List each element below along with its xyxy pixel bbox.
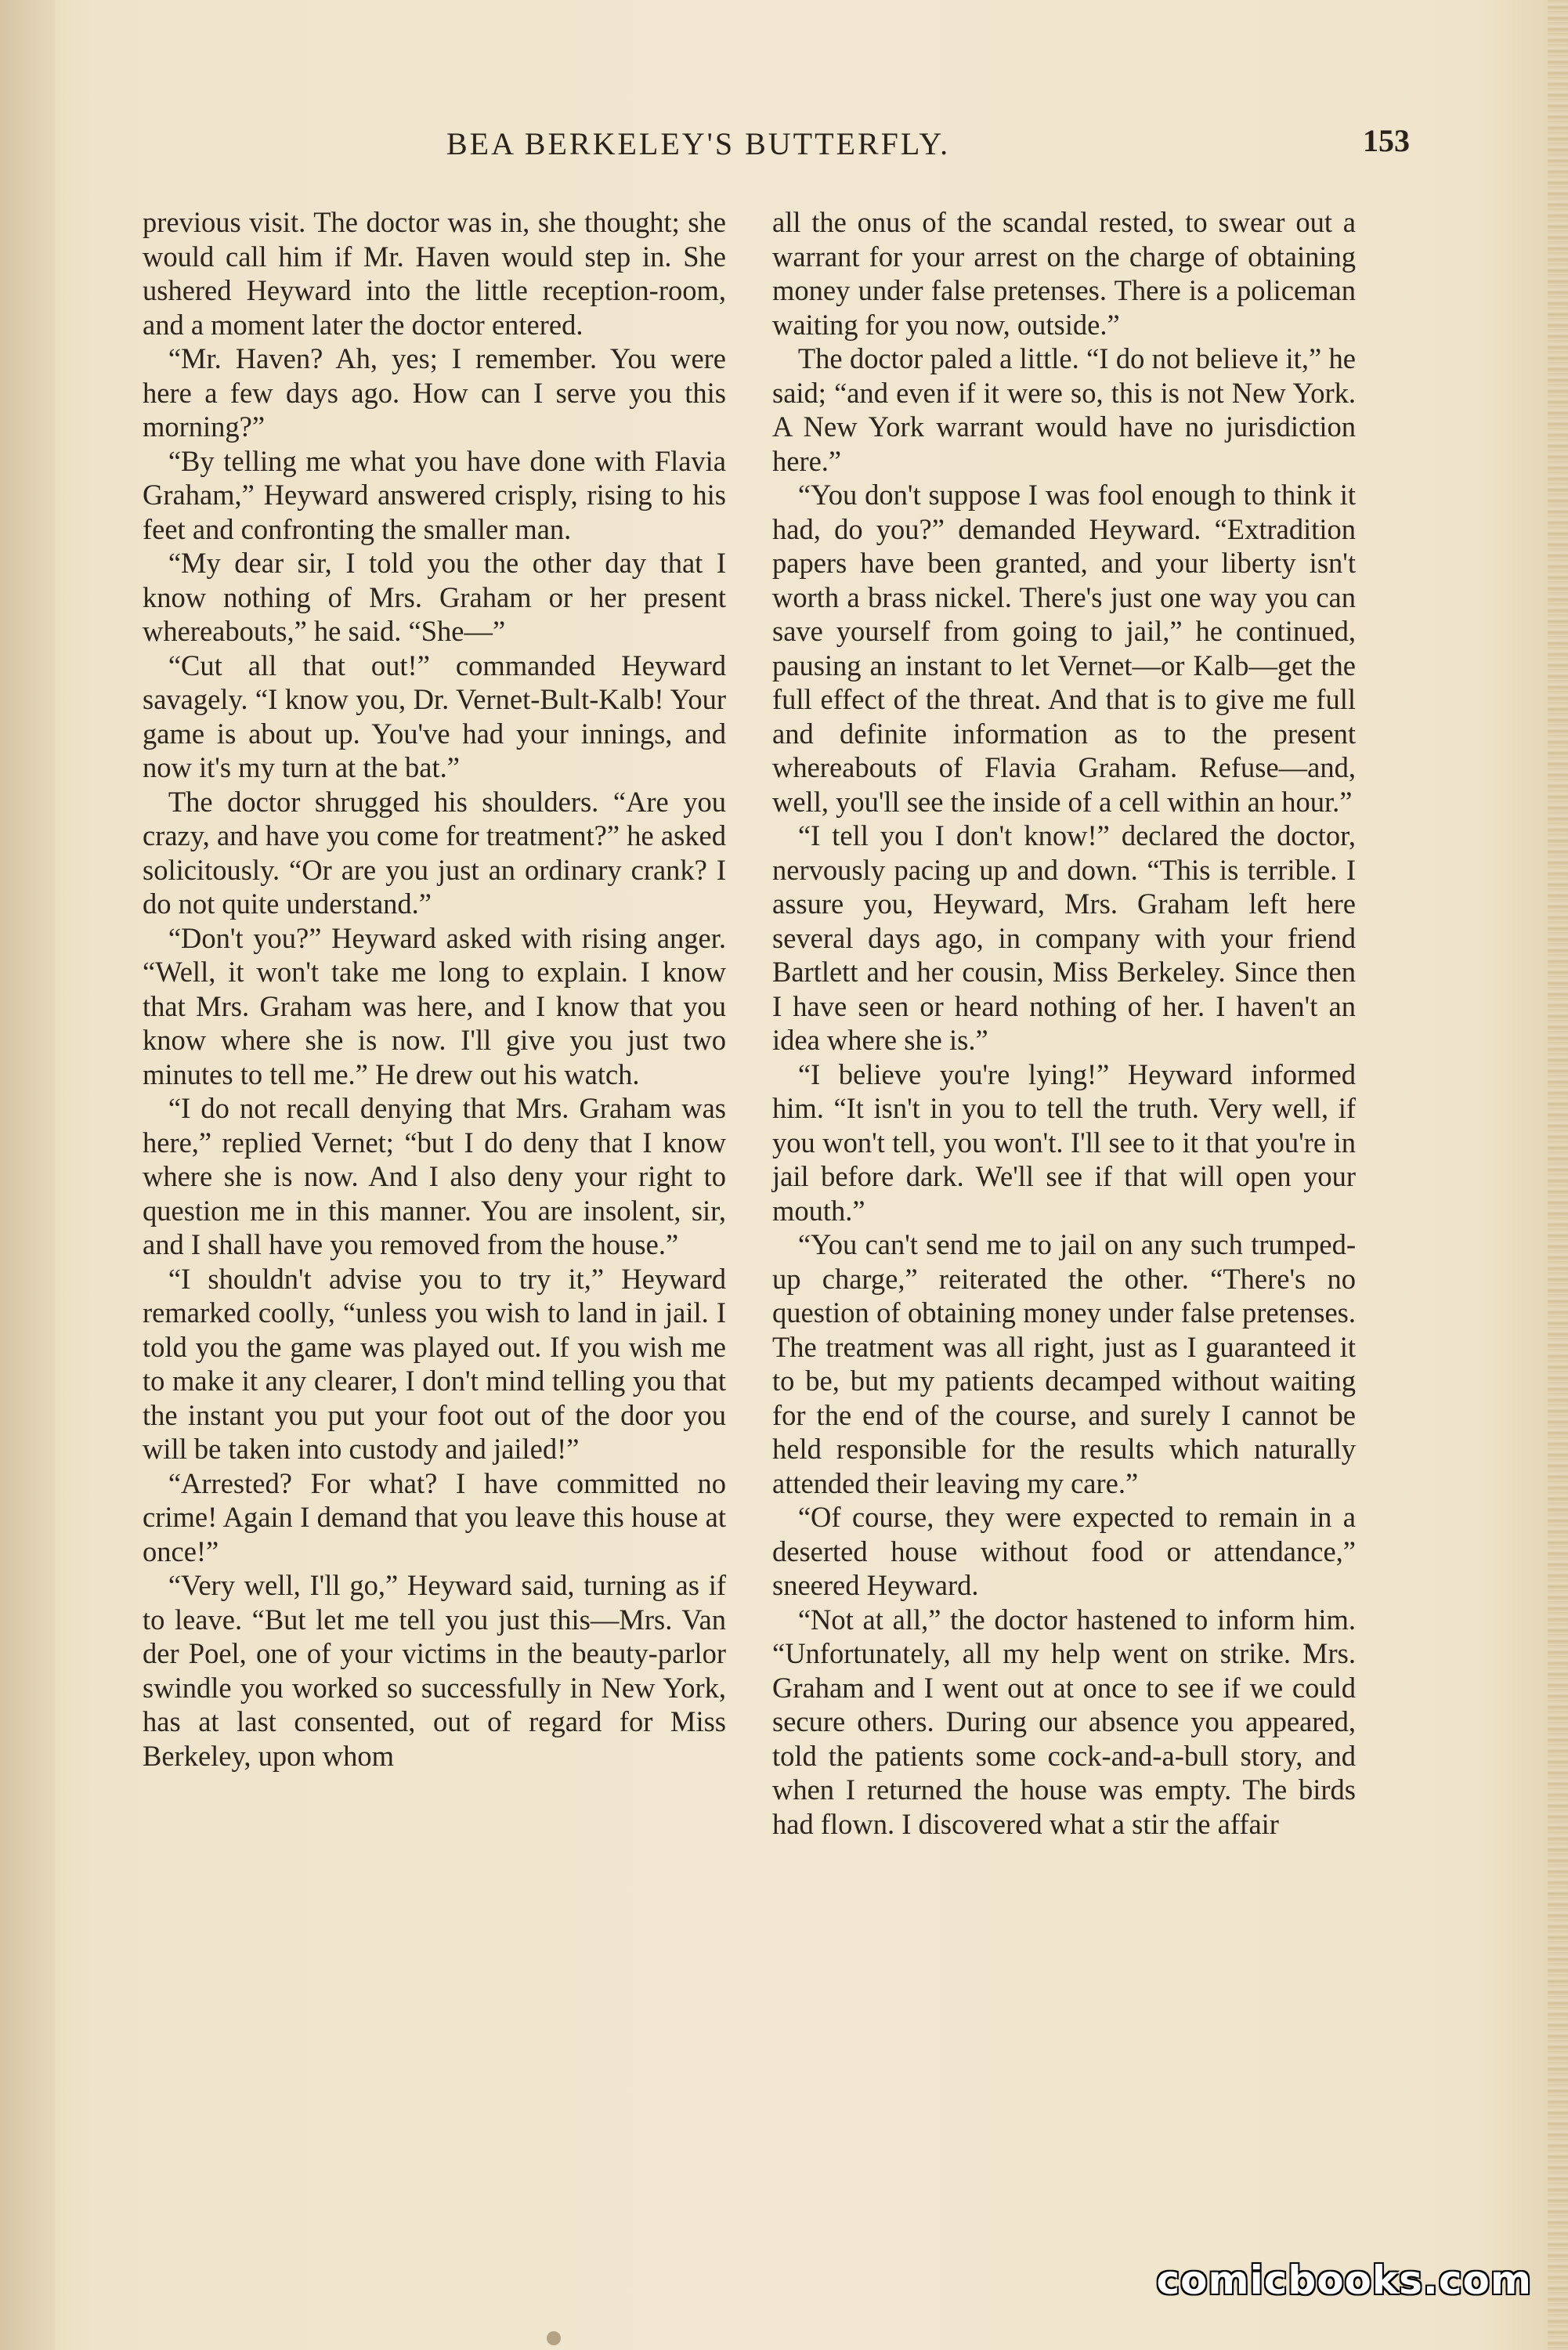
paragraph: “I shouldn't advise you to try it,” Heyward remarked coolly, “unless you wish to land in jail. I told you the game was played out. If you wish me to make it any clearer, I don't mind telling you that the instant you put your foot out of the door you will be taken into custody and jailed!”	[143, 1262, 726, 1465]
page-edge	[1548, 0, 1568, 2350]
page-gutter-shadow	[0, 0, 55, 2350]
paragraph: “You don't suppose I was fool enough to think it had, do you?” demanded Heyward. “Extradition papers have been granted, and your liberty isn't worth a brass nickel. There's just one way you can save yourself from going to jail,” he continued, pausing an instant to let Vernet—or Kalb—get the full effect of the threat. And that is to give me full and definite information as to the present whereabouts of Flavia Graham. Refuse—and, well, you'll see the inside of a cell within an hour.”	[772, 479, 1356, 818]
footer-ornament	[547, 2331, 561, 2345]
paragraph: “Of course, they were expected to remain in a deserted house without food or attendance,” sneered Heyward.	[772, 1501, 1356, 1601]
running-title: BEA BERKELEY'S BUTTERFLY.	[446, 126, 951, 161]
paragraph: “Arrested? For what? I have committed no crime! Again I demand that you leave this house at once!”	[143, 1466, 726, 1567]
paragraph: The doctor paled a little. “I do not believe it,” he said; “and even if it were so, this is not New York. A New York warrant would have no jurisdiction here.”	[772, 342, 1356, 477]
paragraph: all the onus of the scandal rested, to swear out a warrant for your arrest on the charge of obtaining money under false pretenses. There is a policeman waiting for you now, outside.”	[772, 206, 1356, 341]
page-number: 153	[1363, 123, 1410, 158]
paragraph: “Mr. Haven? Ah, yes; I remember. You were here a few days ago. How can I serve you this morning?”	[143, 342, 726, 443]
paragraph: “Don't you?” Heyward asked with rising anger. “Well, it won't take me long to explain. I know that Mrs. Graham was here, and I know that you know where she is now. I'll give you just two minutes to tell me.” He drew out his watch.	[143, 921, 726, 1090]
running-header	[157, 125, 1410, 172]
paragraph: The doctor shrugged his shoulders. “Are you crazy, and have you come for treatment?” he asked solicitously. “Or are you just an ordinary crank? I do not quite understand.”	[143, 785, 726, 920]
right-column	[772, 205, 1356, 1841]
paragraph: “Very well, I'll go,” Heyward said, turning as if to leave. “But let me tell you just this—Mrs. Van der Poel, one of your victims in the beauty-parlor swindle you worked so successfully in New York, has at last consented, out of regard for Miss Berkeley, upon whom	[143, 1569, 726, 1772]
paragraph: “By telling me what you have done with Flavia Graham,” Heyward answered crisply, rising to his feet and confronting the smaller man.	[143, 444, 726, 545]
paragraph: previous visit. The doctor was in, she thought; she would call him if Mr. Haven would step in. She ushered Heyward into the little reception-room, and a moment later the doctor entered.	[143, 206, 726, 341]
paragraph: “I tell you I don't know!” declared the doctor, nervously pacing up and down. “This is terrible. I assure you, Heyward, Mrs. Graham left here several days ago, in company with your friend Bartlett and her cousin, Miss Berkeley. Since then I have seen or heard nothing of her. I haven't an idea where she is.”	[772, 819, 1356, 1056]
paragraph: “I believe you're lying!” Heyward informed him. “It isn't in you to tell the truth. Very well, if you won't tell, you won't. I'll see to it that you're in jail before dark. We'll see if that will open your mouth.”	[772, 1058, 1356, 1227]
left-column	[143, 205, 726, 1773]
paragraph: “Not at all,” the doctor hastened to inform him. “Unfortunately, all my help went on strike. Mrs. Graham and I went out at once to see if we could secure others. During our absence you appeared, told the patients some cock-and-a-bull story, and when I returned the house was empty. The birds had flown. I discovered what a stir the affair	[772, 1603, 1356, 1840]
paragraph: “My dear sir, I told you the other day that I know nothing of Mrs. Graham or her present whereabouts,” he said. “She—”	[143, 547, 726, 647]
paragraph: “You can't send me to jail on any such trumped-up charge,” reiterated the other. “There's no question of obtaining money under false pretenses. The treatment was all right, just as I guaranteed it to be, but my patients decamped without waiting for the end of the course, and surely I cannot be held responsible for the results which naturally attended their leaving my care.”	[772, 1228, 1356, 1499]
paragraph: “I do not recall denying that Mrs. Graham was here,” replied Vernet; “but I do deny that I know where she is now. And I also deny your right to question me in this manner. You are insolent, sir, and I shall have you removed from the house.”	[143, 1092, 726, 1260]
paragraph: “Cut all that out!” commanded Heyward savagely. “I know you, Dr. Vernet-Bult-Kalb! Your game is about up. You've had your innings, and now it's my turn at the bat.”	[143, 649, 726, 783]
source-watermark: comicbooks.com	[1156, 2258, 1532, 2303]
